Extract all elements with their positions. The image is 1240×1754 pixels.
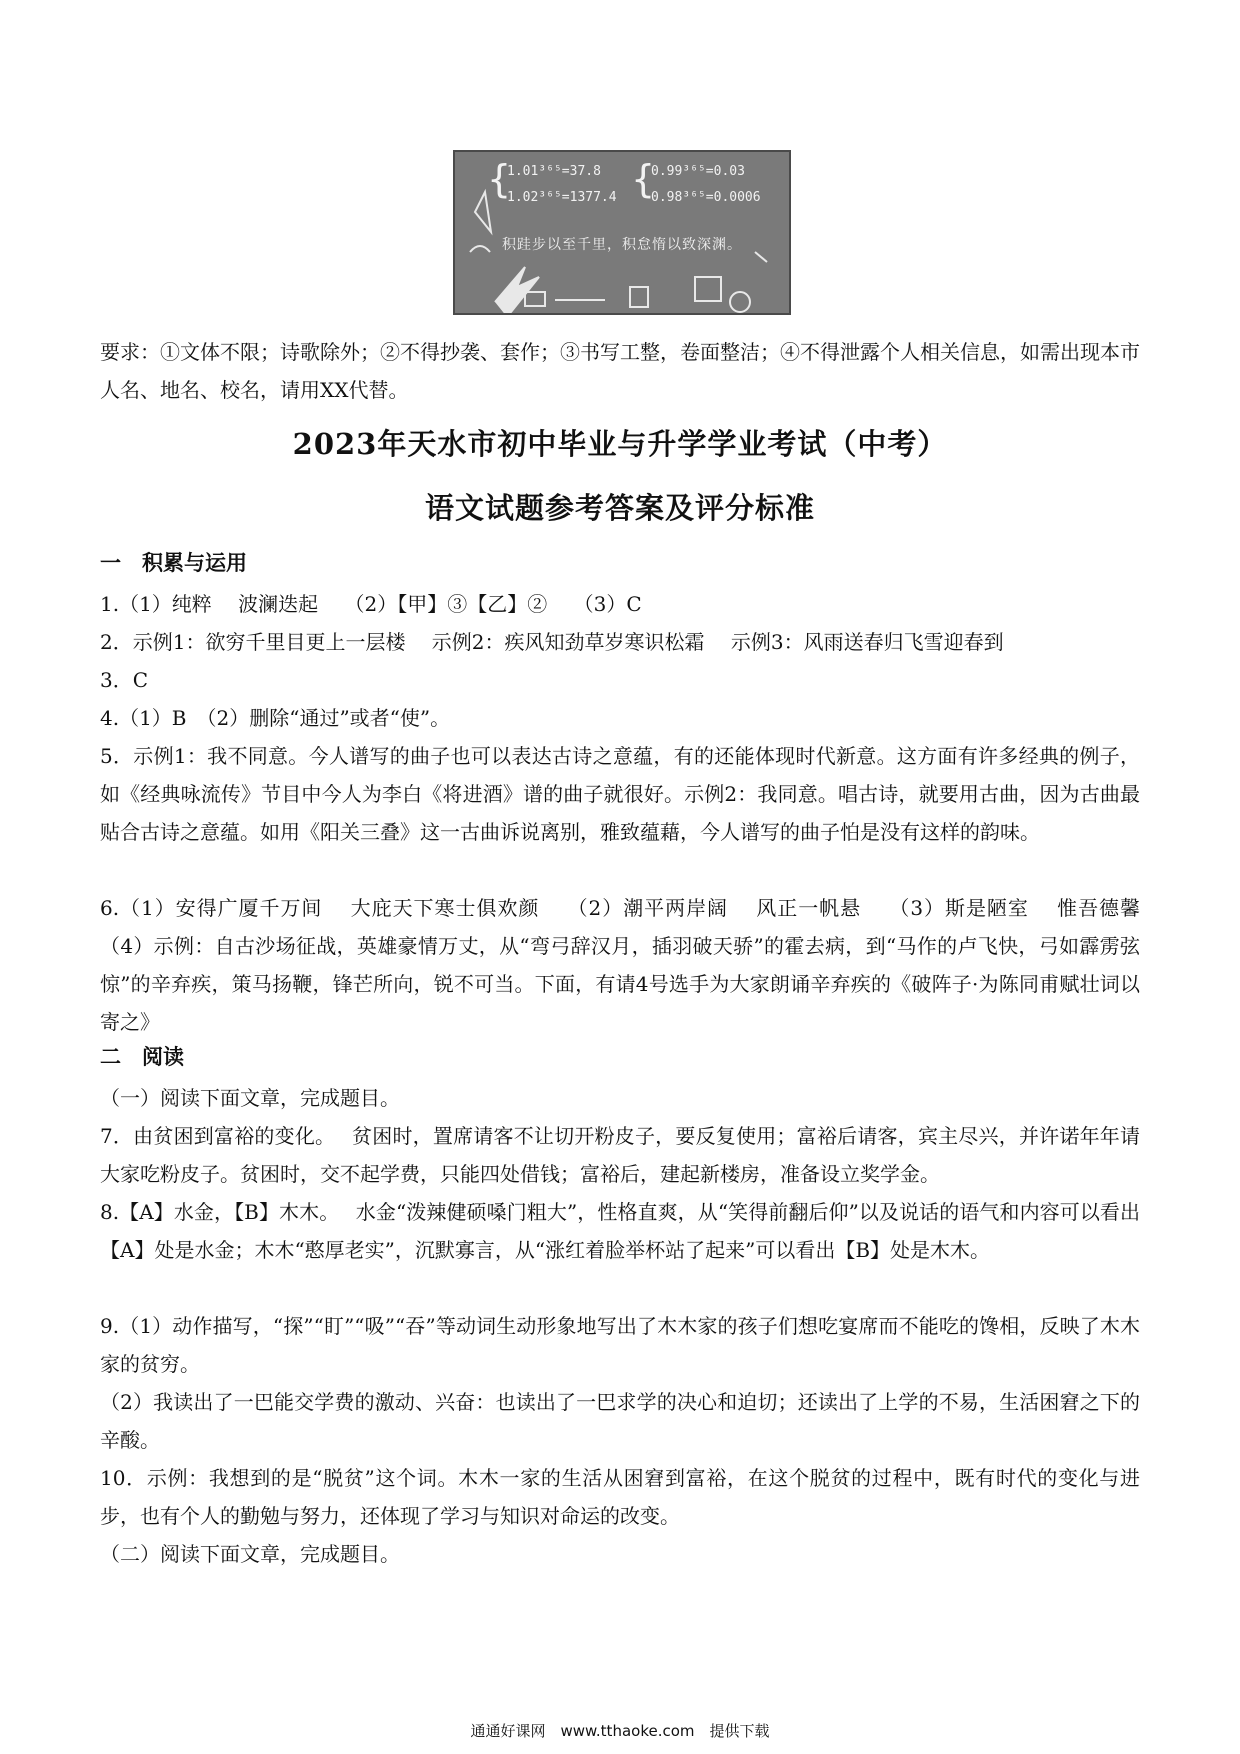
left-brace: { [487, 157, 512, 201]
equation-1: 1.01³⁶⁵=37.8 [507, 164, 601, 179]
answer-9-2: （2）我读出了一巴能交学费的激动、兴奋：也读出了一巴求学的决心和迫切；还读出了上学的不易，生活困窘之下的辛酸。 [100, 1390, 1140, 1452]
document-title: 2023年天水市初中毕业与升学学业考试（中考） [292, 427, 948, 461]
reading-passage-2-intro: （二）阅读下面文章，完成题目。 [100, 1542, 400, 1566]
answer-2: 2．示例1：欲穷千里目更上一层楼 示例2：疾风知劲草岁寒识松霜 示例3：风雨送春归飞雪迎春到 [100, 630, 1004, 654]
answer-4: 4.（1）B （2）删除“通过”或者“使”。 [100, 706, 451, 730]
section-heading-reading: 二 阅读 [100, 1044, 184, 1069]
writing-requirements: 要求：①文体不限；诗歌除外；②不得抄袭、套作；③书写工整，卷面整洁；④不得泄露个人相关信息，如需出现本市人名、地名、校名，请用XX代替。 [100, 340, 1140, 402]
equation-4: 0.98³⁶⁵=0.0006 [651, 190, 761, 205]
motto-text: 积跬步以至千里，积怠惰以致深渊。 [502, 237, 742, 253]
equation-3: 0.99³⁶⁵=0.03 [651, 164, 745, 179]
answer-10: 10．示例：我想到的是“脱贫”这个词。木木一家的生活从困窘到富裕，在这个脱贫的过程中，既有时代的变化与进步，也有个人的勤勉与努力，还体现了学习与知识对命运的改变。 [100, 1466, 1140, 1528]
decorative-doodles [455, 152, 791, 315]
document-subtitle: 语文试题参考答案及评分标准 [424, 491, 815, 525]
answer-6: 6.（1）安得广厦千万间 大庇天下寒士俱欢颜 （2）潮平两岸阔 风正一帆悬 （3）斯是陋室 惟吾德馨 （4）示例：自古沙场征战，英雄豪情万丈，从“弯弓辞汉月，插羽破天骄”的霍去病，到“马作的卢飞快，弓如霹雳弦惊”的辛弃疾，策马扬鞭，锋芒所向，锐不可当。下面，有请4号选手为大家朗诵辛弃疾的《破阵子·为陈同甫赋壮词以寄之》 [100, 896, 1167, 1034]
answer-8: 8.【A】水金，【B】木木。 水金“泼辣健硕嗓门粗大”，性格直爽，从“笑得前翻后仰”以及说话的语气和内容可以看出【A】处是水金；木木“憨厚老实”，沉默寡言，从“涨红着脸举杯站了起来”可以看出【B】处是木木。 [100, 1200, 1140, 1262]
section-heading-accumulation: 一 积累与运用 [100, 550, 247, 575]
reading-passage-1-intro: （一）阅读下面文章，完成题目。 [100, 1086, 400, 1110]
motto-image [453, 150, 791, 315]
answer-1: 1.（1）纯粹 波澜迭起 （2）【甲】③【乙】② （3）C [100, 592, 642, 616]
right-brace: { [631, 157, 656, 201]
page-footer: 通通好课网 www.tthaoke.com 提供下载 [470, 1722, 770, 1740]
answer-7: 7．由贫困到富裕的变化。 贫困时，置席请客不让切开粉皮子，要反复使用；富裕后请客，宾主尽兴，并许诺年年请大家吃粉皮子。贫困时，交不起学费，只能四处借钱；富裕后，建起新楼房，准备设立奖学金。 [100, 1124, 1140, 1186]
answer-3: 3．C [100, 668, 149, 692]
equation-2: 1.02³⁶⁵=1377.4 [507, 190, 617, 205]
answer-9-1: 9.（1）动作描写，“探”“盯”“吸”“吞”等动词生动形象地写出了木木家的孩子们想吃宴席而不能吃的馋相，反映了木木家的贫穷。 [100, 1314, 1140, 1376]
answer-5: 5．示例1：我不同意。今人谱写的曲子也可以表达古诗之意蕴，有的还能体现时代新意。这方面有许多经典的例子，如《经典咏流传》节目中今人为李白《将进酒》谱的曲子就很好。示例2：我同意。唱古诗，就要用古曲，因为古曲最贴合古诗之意蕴。如用《阳关三叠》这一古曲诉说离别，雅致蕴藉，今人谱写的曲子怕是没有这样的韵味。 [100, 744, 1140, 844]
